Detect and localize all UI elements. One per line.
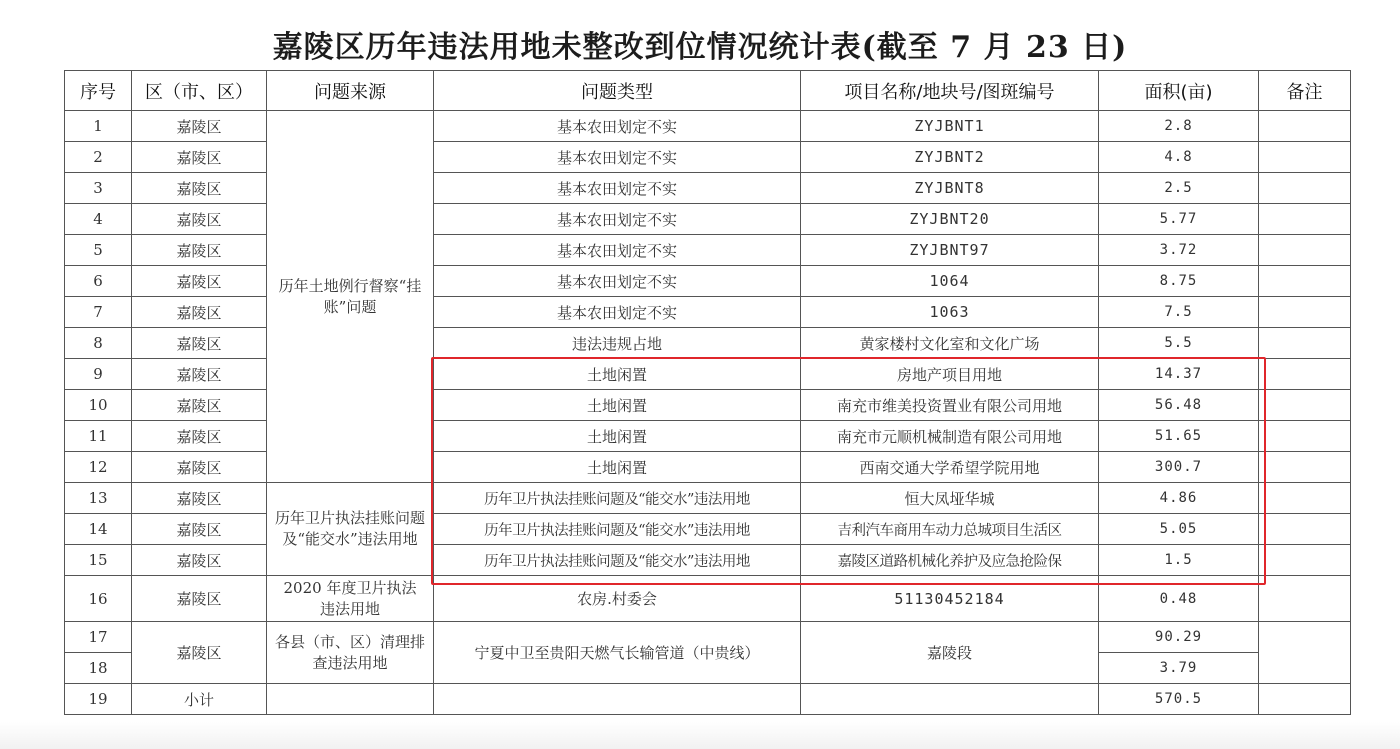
district-cell: 小计: [132, 684, 267, 715]
type-cell: 历年卫片执法挂账问题及“能交水”违法用地: [434, 483, 801, 514]
district-cell: 嘉陵区: [132, 576, 267, 622]
type-cell: 基本农田划定不实: [434, 142, 801, 173]
district-cell: 嘉陵区: [132, 297, 267, 328]
area-cell: 56.48: [1099, 390, 1259, 421]
area-cell: 1.5: [1099, 545, 1259, 576]
district-cell: 嘉陵区: [132, 452, 267, 483]
note-cell: [1259, 173, 1351, 204]
district-cell: 嘉陵区: [132, 328, 267, 359]
seq-cell: 7: [65, 297, 132, 328]
table-row: [65, 684, 1351, 715]
project-cell: 51130452184: [801, 576, 1099, 622]
district-cell: 嘉陵区: [132, 390, 267, 421]
area-cell: 90.29: [1099, 622, 1259, 653]
type-cell: 违法违规占地: [434, 328, 801, 359]
seq-cell: 19: [65, 684, 132, 715]
type-cell: 基本农田划定不实: [434, 235, 801, 266]
project-cell: 1063: [801, 297, 1099, 328]
area-cell: 3.79: [1099, 653, 1259, 684]
table-row: [65, 390, 1351, 421]
header-project: 项目名称/地块号/图斑编号: [801, 71, 1099, 111]
type-cell: 农房.村委会: [434, 576, 801, 622]
area-cell: 8.75: [1099, 266, 1259, 297]
district-cell: 嘉陵区: [132, 266, 267, 297]
note-cell: [1259, 111, 1351, 142]
project-cell: ZYJBNT20: [801, 204, 1099, 235]
district-cell: 嘉陵区: [132, 514, 267, 545]
table-row: [65, 297, 1351, 328]
district-cell: 嘉陵区: [132, 173, 267, 204]
district-cell: 嘉陵区: [132, 111, 267, 142]
seq-cell: 11: [65, 421, 132, 452]
district-cell: 嘉陵区: [132, 142, 267, 173]
table-row: [65, 235, 1351, 266]
table-row: [65, 545, 1351, 576]
seq-cell: 8: [65, 328, 132, 359]
header-source: 问题来源: [267, 71, 434, 111]
seq-cell: 13: [65, 483, 132, 514]
scan-edge: [0, 722, 1400, 749]
project-cell: 南充市维美投资置业有限公司用地: [801, 390, 1099, 421]
table-row: [65, 204, 1351, 235]
district-cell: 嘉陵区: [132, 204, 267, 235]
note-cell: [1259, 204, 1351, 235]
seq-cell: 15: [65, 545, 132, 576]
header-seq: 序号: [65, 71, 132, 111]
area-cell: 300.7: [1099, 452, 1259, 483]
area-cell: 2.5: [1099, 173, 1259, 204]
note-cell: [1259, 266, 1351, 297]
type-cell: 历年卫片执法挂账问题及“能交水”违法用地: [434, 545, 801, 576]
seq-cell: 17: [65, 622, 132, 653]
table-row: [65, 622, 1351, 653]
type-cell: [434, 684, 801, 715]
seq-cell: 5: [65, 235, 132, 266]
note-cell: [1259, 142, 1351, 173]
note-cell: [1259, 545, 1351, 576]
statistics-table: [64, 70, 1351, 715]
note-cell: [1259, 483, 1351, 514]
area-cell: 2.8: [1099, 111, 1259, 142]
note-cell: [1259, 390, 1351, 421]
project-cell: 1064: [801, 266, 1099, 297]
area-cell: 4.8: [1099, 142, 1259, 173]
area-cell: 570.5: [1099, 684, 1259, 715]
district-cell: 嘉陵区: [132, 622, 267, 684]
note-cell: [1259, 328, 1351, 359]
project-cell: 房地产项目用地: [801, 359, 1099, 390]
project-cell: 西南交通大学希望学院用地: [801, 452, 1099, 483]
seq-cell: 9: [65, 359, 132, 390]
table-row: [65, 328, 1351, 359]
header-district: 区（市、区）: [132, 71, 267, 111]
table-row: [65, 359, 1351, 390]
type-cell: 宁夏中卫至贵阳天燃气长输管道（中贵线）: [434, 622, 801, 684]
source-cell: 历年土地例行督察“挂账”问题: [267, 111, 434, 483]
source-cell: 2020 年度卫片执法违法用地: [267, 576, 434, 622]
seq-cell: 6: [65, 266, 132, 297]
table-row: [65, 173, 1351, 204]
header-type: 问题类型: [434, 71, 801, 111]
project-cell: ZYJBNT2: [801, 142, 1099, 173]
district-cell: 嘉陵区: [132, 545, 267, 576]
seq-cell: 2: [65, 142, 132, 173]
table-row: [65, 452, 1351, 483]
source-cell: 历年卫片执法挂账问题及“能交水”违法用地: [267, 483, 434, 576]
note-cell: [1259, 452, 1351, 483]
area-cell: 51.65: [1099, 421, 1259, 452]
project-cell: 南充市元顺机械制造有限公司用地: [801, 421, 1099, 452]
table-row: [65, 421, 1351, 452]
type-cell: 基本农田划定不实: [434, 204, 801, 235]
header-area: 面积(亩): [1099, 71, 1259, 111]
header-note: 备注: [1259, 71, 1351, 111]
table-row: [65, 111, 1351, 142]
district-cell: 嘉陵区: [132, 421, 267, 452]
project-cell: 嘉陵段: [801, 622, 1099, 684]
area-cell: 5.05: [1099, 514, 1259, 545]
area-cell: 5.77: [1099, 204, 1259, 235]
seq-cell: 12: [65, 452, 132, 483]
seq-cell: 18: [65, 653, 132, 684]
source-cell: [267, 684, 434, 715]
table-row: [65, 514, 1351, 545]
seq-cell: 10: [65, 390, 132, 421]
type-cell: 历年卫片执法挂账问题及“能交水”违法用地: [434, 514, 801, 545]
area-cell: 5.5: [1099, 328, 1259, 359]
type-cell: 基本农田划定不实: [434, 111, 801, 142]
project-cell: 吉利汽车商用车动力总城项目生活区: [801, 514, 1099, 545]
project-cell: 嘉陵区道路机械化养护及应急抢险保: [801, 545, 1099, 576]
district-cell: 嘉陵区: [132, 483, 267, 514]
area-cell: 3.72: [1099, 235, 1259, 266]
type-cell: 基本农田划定不实: [434, 173, 801, 204]
seq-cell: 3: [65, 173, 132, 204]
type-cell: 土地闲置: [434, 390, 801, 421]
project-cell: ZYJBNT1: [801, 111, 1099, 142]
project-cell: 恒大凤垭华城: [801, 483, 1099, 514]
note-cell: [1259, 514, 1351, 545]
note-cell: [1259, 684, 1351, 715]
project-cell: 黄家楼村文化室和文化广场: [801, 328, 1099, 359]
table-row: [65, 483, 1351, 514]
note-cell: [1259, 576, 1351, 622]
seq-cell: 14: [65, 514, 132, 545]
area-cell: 7.5: [1099, 297, 1259, 328]
header-row: [65, 71, 1351, 111]
type-cell: 土地闲置: [434, 452, 801, 483]
type-cell: 基本农田划定不实: [434, 266, 801, 297]
note-cell: [1259, 297, 1351, 328]
type-cell: 土地闲置: [434, 359, 801, 390]
table-row: [65, 576, 1351, 622]
district-cell: 嘉陵区: [132, 235, 267, 266]
note-cell: [1259, 421, 1351, 452]
page-title: 嘉陵区历年违法用地未整改到位情况统计表(截至 7 月 23 日): [272, 30, 1128, 65]
area-cell: 14.37: [1099, 359, 1259, 390]
note-cell: [1259, 235, 1351, 266]
note-cell: [1259, 359, 1351, 390]
area-cell: 4.86: [1099, 483, 1259, 514]
area-cell: 0.48: [1099, 576, 1259, 622]
project-cell: [801, 684, 1099, 715]
note-cell: [1259, 622, 1351, 684]
source-cell: 各县（市、区）清理排查违法用地: [267, 622, 434, 684]
type-cell: 土地闲置: [434, 421, 801, 452]
table-row: [65, 142, 1351, 173]
table-row: [65, 266, 1351, 297]
project-cell: ZYJBNT8: [801, 173, 1099, 204]
seq-cell: 1: [65, 111, 132, 142]
type-cell: 基本农田划定不实: [434, 297, 801, 328]
project-cell: ZYJBNT97: [801, 235, 1099, 266]
seq-cell: 16: [65, 576, 132, 622]
seq-cell: 4: [65, 204, 132, 235]
district-cell: 嘉陵区: [132, 359, 267, 390]
